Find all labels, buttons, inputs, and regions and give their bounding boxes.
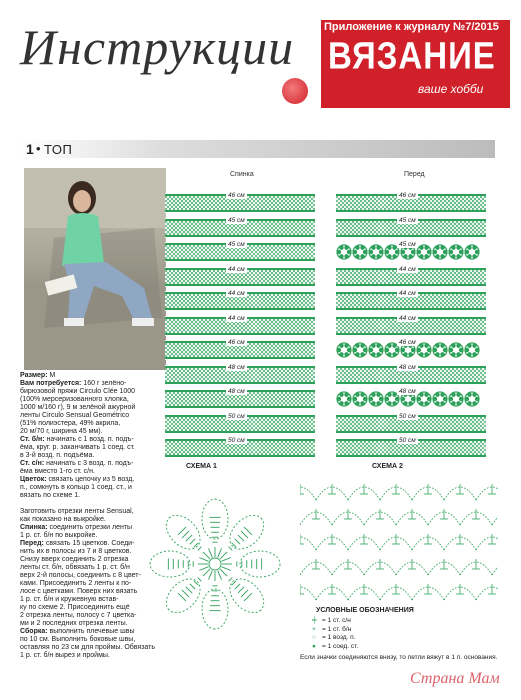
text-line: 2 отрезка ленты, полосу с 7 цветка- <box>20 612 137 619</box>
strip-length-label: 50 см <box>399 437 416 444</box>
size-value: M <box>49 372 56 379</box>
legend-symbol-icon: ● <box>312 642 316 650</box>
strip-length-label: 46 см <box>228 192 245 199</box>
pattern-strip <box>165 242 315 262</box>
front-column-label: Перед <box>404 171 425 178</box>
text-line: 1 р. ст. б/н по выкройке. <box>20 532 98 539</box>
legend-item <box>312 626 358 635</box>
text-line: ми и 2 последних отрезка ленты. <box>20 620 128 627</box>
strip-length-label: 46 см <box>228 339 245 346</box>
magazine-name: ВЯЗАНИЕ <box>328 34 496 77</box>
strip-length-label: 50 см <box>228 412 245 420</box>
text-line: связать цепочку из 5 возд. <box>48 476 135 483</box>
text-line: вязать по схеме 1. <box>20 492 81 499</box>
text-line: 1 р. ст. б/н вырез и проймы. <box>20 652 110 659</box>
pattern-strip <box>165 414 315 434</box>
legend-list <box>312 617 358 651</box>
pattern-strip <box>165 193 315 213</box>
legend-item <box>312 617 358 626</box>
legend-title: УСЛОВНЫЕ ОБОЗНАЧЕНИЯ <box>316 607 414 614</box>
text-line: ёма вместо 1-го ст. с/н. <box>20 468 95 475</box>
text-line: ленты ст. б/н, обвязать 1 р. ст. б/н <box>20 564 130 571</box>
size-label: Размер: <box>20 372 48 379</box>
sc-block <box>20 436 166 460</box>
text-line: в 3-й возд. п. подъёма. <box>20 452 95 459</box>
legend-text: = 1 ст. б/н <box>322 625 352 633</box>
pattern-strip <box>336 340 486 360</box>
needs-block <box>20 380 166 436</box>
strip-length-label: 45 см <box>399 241 416 248</box>
strip-length-label: 46 см <box>399 339 416 346</box>
watermark: Страна Мам <box>410 670 500 687</box>
model-photo <box>24 168 166 370</box>
pattern-strip <box>165 291 315 311</box>
text-line: соединить отрезки ленты <box>49 524 133 531</box>
pattern-strip <box>336 438 486 458</box>
text-line: ленты Circulo Sensual Geométrico <box>20 412 130 419</box>
strip-length-label: 44 см <box>399 265 416 273</box>
strip-length-label: 48 см <box>399 388 416 395</box>
text-line: Снизу вверх соединить 2 отрезка <box>20 556 129 563</box>
pattern-strip <box>165 438 315 458</box>
pattern-strip <box>336 414 486 434</box>
pattern-strip <box>336 218 486 238</box>
pattern-strip <box>165 316 315 336</box>
scheme-1-title: СХЕМА 1 <box>186 463 217 470</box>
strip-length-label: 46 см <box>399 192 416 199</box>
needs-label: Вам потребуется: <box>20 380 82 387</box>
legend-text: = 1 соед. ст. <box>322 642 359 650</box>
pattern-strip <box>336 291 486 311</box>
legend-item <box>312 634 358 643</box>
pattern-strip <box>336 389 486 409</box>
legend-symbol-icon: × <box>312 625 316 633</box>
strip-length-label: 44 см <box>228 290 245 297</box>
pattern-strip <box>165 218 315 238</box>
text-line: (100% мерсеризованного хлопка, <box>20 396 129 403</box>
strip-length-label: 45 см <box>228 216 245 224</box>
back-column-label: Спинка <box>230 171 254 178</box>
strip-length-label: 48 см <box>399 363 416 371</box>
text-line: бирюзовой пряжи Circulo Clée 1000 <box>20 388 136 395</box>
text-line: Заготовить отрезки ленты Sensual, <box>20 508 134 515</box>
dc-label: Ст. с/н: <box>20 460 45 467</box>
sc-label: Ст. б/н: <box>20 436 45 443</box>
supplement-label: Приложение к журналу №7/2015 <box>324 21 499 33</box>
pattern-strip <box>336 365 486 385</box>
text-line: оставляя по 23 см для проймы. Обвязать <box>20 644 156 651</box>
legend-text: = 1 возд. п. <box>322 634 356 641</box>
strip-length-label: 48 см <box>228 363 245 371</box>
pattern-strip <box>165 267 315 287</box>
text-line: 20 м/70 г, ширина 45 мм). <box>20 428 103 435</box>
legend-symbol-icon: ╪ <box>312 617 317 624</box>
legend-text: = 1 ст. с/н <box>322 617 351 624</box>
text-line: 1000 м/160 г), 9 м зелёной ажурной <box>20 404 136 411</box>
front-label: Перед: <box>20 540 44 547</box>
text-line: 1 р. ст. б/н и кружевную встав- <box>20 596 119 603</box>
text-line: 160 г зелёно- <box>83 380 127 387</box>
text-line: начинать с 1 возд. п. подъ- <box>46 436 134 443</box>
text-line: связать 15 цветков. Соеди- <box>45 540 135 547</box>
strip-length-label: 50 см <box>399 412 416 420</box>
scheme-2-diagram <box>300 472 498 604</box>
strip-length-label: 44 см <box>399 290 416 297</box>
scheme-1-diagram <box>143 472 288 654</box>
pattern-strip <box>336 267 486 287</box>
text-line: нить их в полосы из 7 и 8 цветков. <box>20 548 132 555</box>
pattern-strip <box>165 389 315 409</box>
strip-length-label: 50 см <box>228 437 245 444</box>
pattern-strip <box>336 242 486 262</box>
yarn-ball-icon <box>282 78 308 104</box>
text-line: по 10 см. Выполнить боковые швы, <box>20 636 136 643</box>
magazine-tagline: ваше хобби <box>418 82 484 96</box>
scheme-2-title: СХЕМА 2 <box>372 463 403 470</box>
assembly-label: Сборка: <box>20 628 48 635</box>
legend-symbol-icon: ○ <box>312 634 316 641</box>
pattern-strip <box>165 340 315 360</box>
pattern-strip <box>336 316 486 336</box>
page-title: Инструкции <box>20 19 295 75</box>
text-line: ёма, круг. р. заканчивать 1 соед. ст. <box>20 444 135 451</box>
flower-label: Цветок: <box>20 476 47 483</box>
text-line: верх 2-й полосы, соединить с 8 цвет- <box>20 572 141 579</box>
text-line: ками. Присоединить 2 ленты к по- <box>20 580 132 587</box>
back-label: Спинка: <box>20 524 48 531</box>
text-line: ку по схеме 2. Присоединить ещё <box>20 604 130 611</box>
pattern-strip <box>336 193 486 213</box>
strip-length-label: 45 см <box>399 216 416 224</box>
text-line: (51% полиэстера, 49% акрила, <box>20 420 121 427</box>
text-line: начинать с 3 возд. п. подъ- <box>46 460 134 467</box>
section-bullet: • <box>36 141 41 156</box>
text-line: выполнить плечевые швы <box>49 628 135 635</box>
strip-length-label: 45 см <box>228 241 245 248</box>
text-line: как показано на выкройке. <box>20 516 106 523</box>
section-bar <box>20 140 495 158</box>
strip-length-label: 44 см <box>399 314 416 322</box>
section-number: 1 <box>26 141 34 157</box>
pattern-strip <box>165 365 315 385</box>
text-line: лосе с цветками. Поверх них вязать <box>20 588 138 595</box>
strip-length-label: 44 см <box>228 314 245 322</box>
section-title: ТОП <box>44 142 73 157</box>
text-line: п., сомкнуть в кольцо 1 соед. ст., и <box>20 484 132 491</box>
legend-note: Если значки соединяются внизу, то петли вяжут в 1 п. основания. <box>300 654 498 661</box>
legend-item <box>312 643 358 652</box>
strip-length-label: 44 см <box>228 265 245 273</box>
strip-length-label: 48 см <box>228 388 245 395</box>
